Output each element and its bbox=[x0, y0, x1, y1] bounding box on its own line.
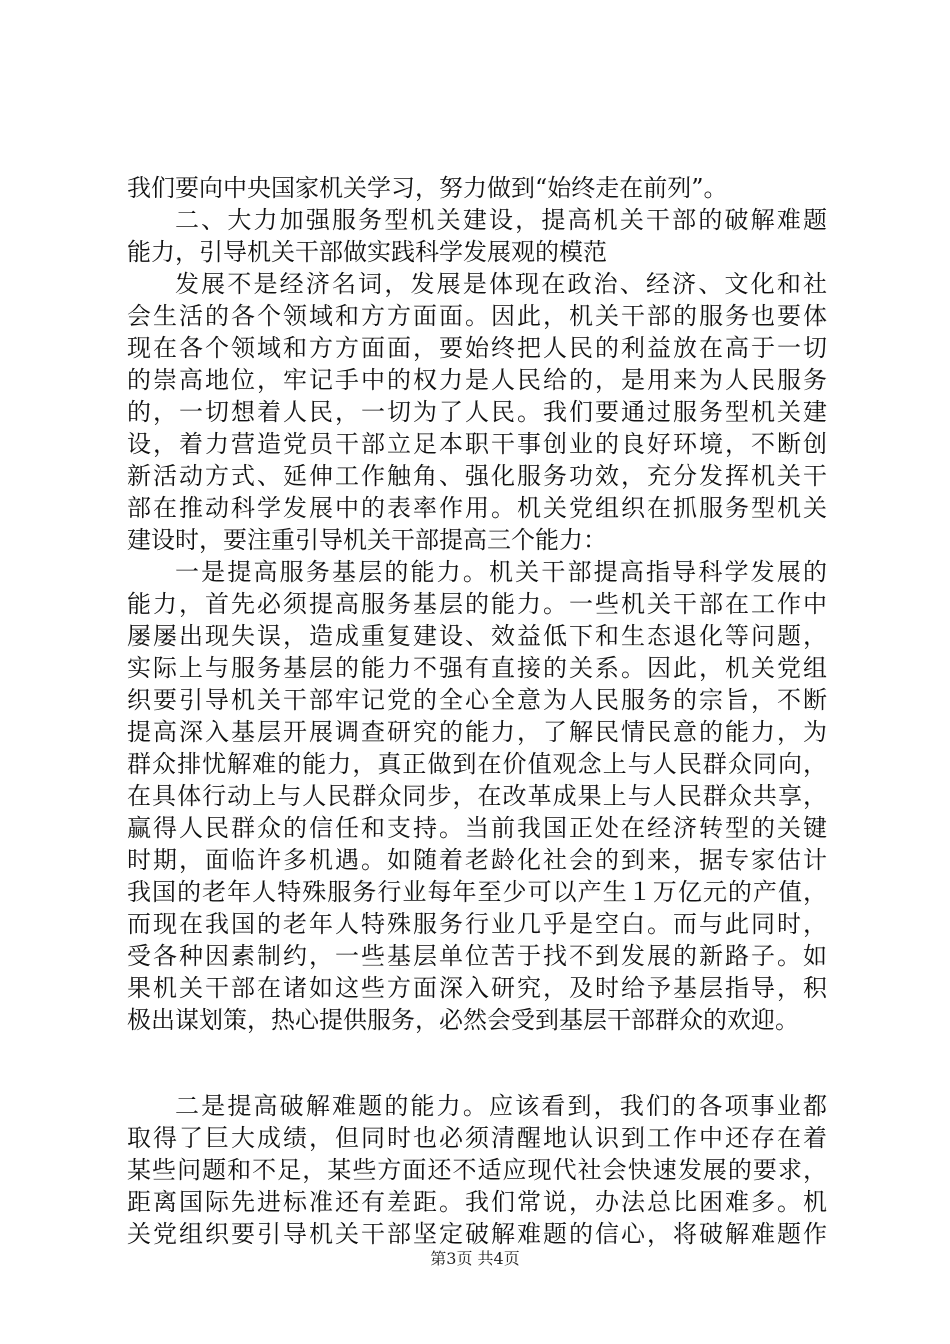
paragraph-line: 建设时，要注重引导机关干部提高三个能力： bbox=[127, 526, 607, 554]
paragraph-line: 取得了巨大成绩，但同时也必须清醒地认识到工作中还存在着 bbox=[127, 1124, 827, 1152]
paragraph-line: 提高深入基层开展调查研究的能力，了解民情民意的能力，为 bbox=[127, 718, 827, 746]
paragraph-line: 会生活的各个领域和方方面面。因此，机关干部的服务也要体 bbox=[127, 302, 827, 330]
section-heading-line: 二、大力加强服务型机关建设，提高机关干部的破解难题 bbox=[175, 206, 827, 234]
paragraph-line: 的，一切想着人民，一切为了人民。我们要通过服务型机关建 bbox=[127, 398, 827, 426]
paragraph-line: 果机关干部在诸如这些方面深入研究，及时给予基层指导，积 bbox=[127, 974, 827, 1002]
paragraph-line: 极出谋划策，热心提供服务，必然会受到基层干部群众的欢迎。 bbox=[127, 1006, 799, 1034]
paragraph-line: 关党组织要引导机关干部坚定破解难题的信心，将破解难题作 bbox=[127, 1220, 827, 1248]
page-body bbox=[127, 172, 827, 1250]
page-footer bbox=[0, 1246, 950, 1269]
paragraph-line: 织要引导机关干部牢记党的全心全意为人民服务的宗旨，不断 bbox=[127, 686, 827, 714]
paragraph-line: 距离国际先进标准还有差距。我们常说，办法总比困难多。机 bbox=[127, 1188, 827, 1216]
paragraph-line: 我国的老年人特殊服务行业每年至少可以产生１万亿元的产值， bbox=[127, 878, 827, 906]
paragraph-gap bbox=[127, 1036, 827, 1090]
paragraph-line: 某些问题和不足，某些方面还不适应现代社会快速发展的要求， bbox=[127, 1156, 827, 1184]
paragraph-line: 二是提高破解难题的能力。应该看到，我们的各项事业都 bbox=[175, 1092, 827, 1120]
paragraph-line: 能力，首先必须提高服务基层的能力。一些机关干部在工作中 bbox=[127, 590, 827, 618]
paragraph-line: 群众排忧解难的能力，真正做到在价值观念上与人民群众同向， bbox=[127, 750, 827, 778]
paragraph-line: 一是提高服务基层的能力。机关干部提高指导科学发展的 bbox=[175, 558, 827, 586]
paragraph-line: 发展不是经济名词，发展是体现在政治、经济、文化和社 bbox=[175, 270, 827, 298]
paragraph-line: 受各种因素制约，一些基层单位苦于找不到发展的新路子。如 bbox=[127, 942, 827, 970]
paragraph-line: 屡屡出现失误，造成重复建设、效益低下和生态退化等问题， bbox=[127, 622, 827, 650]
paragraph-line: 在具体行动上与人民群众同步，在改革成果上与人民群众共享， bbox=[127, 782, 827, 810]
paragraph-line: 现在各个领域和方方面面，要始终把人民的利益放在高于一切 bbox=[127, 334, 827, 362]
paragraph-line: 而现在我国的老年人特殊服务行业几乎是空白。而与此同时， bbox=[127, 910, 827, 938]
text-line: 我们要向中央国家机关学习，努力做到“始终走在前列”。 bbox=[127, 174, 728, 202]
paragraph-line: 的崇高地位，牢记手中的权力是人民给的，是用来为人民服务 bbox=[127, 366, 827, 394]
paragraph-line: 设，着力营造党员干部立足本职干事创业的良好环境，不断创 bbox=[127, 430, 827, 458]
paragraph-line: 部在推动科学发展中的表率作用。机关党组织在抓服务型机关 bbox=[127, 494, 827, 522]
paragraph-line: 时期，面临许多机遇。如随着老龄化社会的到来，据专家估计 bbox=[127, 846, 827, 874]
paragraph-line: 赢得人民群众的信任和支持。当前我国正处在经济转型的关键 bbox=[127, 814, 827, 842]
paragraph-line: 新活动方式、延伸工作触角、强化服务功效，充分发挥机关干 bbox=[127, 462, 827, 490]
page-number: 第3页 共4页 bbox=[430, 1249, 520, 1268]
paragraph-line: 实际上与服务基层的能力不强有直接的关系。因此，机关党组 bbox=[127, 654, 827, 682]
section-heading-line: 能力，引导机关干部做实践科学发展观的模范 bbox=[127, 238, 607, 266]
